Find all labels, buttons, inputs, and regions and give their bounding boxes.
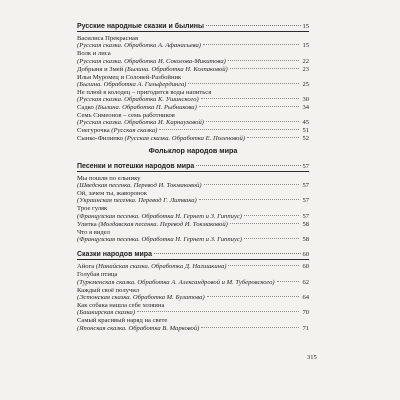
leader-dots — [196, 165, 300, 166]
section-world-tales — [77, 245, 309, 332]
entry-page: 15 — [302, 42, 309, 50]
entry-title: Садко — [77, 104, 94, 112]
section-rule — [77, 259, 309, 260]
entry-subtitle: (Русская сказка. Обработка И. Соколова-Микитова) — [77, 57, 226, 65]
leader-dots — [201, 98, 299, 99]
entry-title: Каждый своё получил — [77, 286, 140, 294]
section-heading-text: Сказки народов мира — [77, 251, 152, 259]
toc-entry — [77, 35, 309, 50]
entry-title: Семь Симеонов – семь работников — [77, 112, 175, 120]
entry-page: 70 — [302, 309, 309, 317]
leader-dots — [244, 238, 299, 239]
entry-page: 57 — [302, 182, 309, 190]
toc-entry — [77, 127, 309, 134]
leader-dots — [207, 296, 299, 297]
entry-page: 25 — [302, 80, 309, 88]
section-page: 57 — [302, 162, 309, 170]
leader-dots — [247, 137, 299, 138]
entry-page: 58 — [302, 235, 309, 243]
leader-dots — [228, 265, 299, 266]
entry-title: Снегурочка — [77, 127, 110, 135]
entry-title: Айога — [77, 263, 95, 271]
leader-dots — [244, 215, 299, 216]
toc-entry — [77, 89, 309, 104]
entry-subtitle: (Башкирская сказка) — [77, 309, 136, 317]
entry-title: Добрыня и Змей — [77, 65, 124, 73]
entry-subtitle: (Туркменская сказка. Обработка А. Александровой и М. Туберовского) — [77, 278, 275, 286]
entry-subtitle: (Украинская песенка. Перевод Г. Литвака) — [77, 197, 197, 205]
entry-page: 62 — [302, 278, 309, 286]
entry-title: Илья Муромец и Соловей-Разбойник — [77, 73, 182, 81]
toc-entry — [77, 190, 309, 205]
entry-title: Трое гуляк — [77, 205, 108, 213]
toc-entry — [77, 302, 309, 317]
page-number: 315 — [307, 354, 317, 361]
entry-title: Сынко-Филипко — [77, 135, 123, 143]
leader-dots — [188, 83, 299, 84]
entry-title: Что я видел — [77, 228, 110, 236]
entry-title: Волк и лиса — [77, 50, 111, 58]
leader-dots — [228, 60, 299, 61]
entry-title: Мы пошли по ельнику — [77, 174, 141, 182]
toc-entry — [77, 50, 309, 65]
entry-page: 52 — [302, 135, 309, 143]
entry-page: 57 — [302, 197, 309, 205]
toc-entry — [77, 229, 309, 244]
entry-page: 51 — [302, 127, 309, 135]
toc-entry — [77, 287, 309, 302]
leader-dots — [206, 25, 301, 26]
folklore-heading: Фольклор народов мира — [148, 145, 238, 155]
toc-entry — [77, 175, 309, 190]
entry-page: 22 — [302, 57, 309, 65]
leader-dots — [154, 253, 301, 254]
entry-subtitle: (Русская сказка) — [111, 127, 158, 135]
section-russian-tales — [77, 17, 309, 143]
toc-entry — [77, 112, 309, 127]
entry-page: 58 — [302, 220, 309, 228]
leader-dots — [159, 129, 299, 130]
entry-subtitle: (Шведская песенка. Перевод И. Токмаковой) — [77, 182, 202, 190]
entry-subtitle: (Японская сказка. Обработка В. Марковой) — [77, 324, 200, 332]
leader-dots — [206, 121, 299, 122]
entry-subtitle: (Русская сказка. Обработка Е. Поленовой) — [124, 135, 245, 143]
entry-page: 64 — [302, 293, 309, 301]
entry-title: Голубая птица — [77, 271, 118, 279]
entry-page: 34 — [302, 104, 309, 112]
leader-dots — [230, 223, 299, 224]
leader-dots — [203, 44, 299, 45]
toc-entry — [77, 104, 309, 111]
entry-subtitle: (Былина. Обработка П. Рыбникова) — [95, 104, 197, 112]
section-page: 60 — [302, 251, 309, 259]
entry-subtitle: (Французская песенка. Обработка Н. Гернет и З. Гиппиус) — [77, 212, 242, 220]
entry-subtitle: (Былина. Обработка Н. Колпаковой) — [124, 65, 228, 73]
section-heading — [77, 22, 309, 31]
toc-entry — [77, 271, 309, 286]
entry-subtitle: (Былина. Обработка А. Гильфердинга) — [77, 80, 187, 88]
table-of-contents — [77, 17, 309, 334]
entry-page: 57 — [302, 212, 309, 220]
entry-subtitle: (Нанайская сказка. Обработка Д. Нагишкина) — [95, 263, 227, 271]
toc-entry — [77, 263, 309, 270]
entry-page: 60 — [302, 263, 309, 271]
toc-entry — [77, 205, 309, 220]
entry-subtitle: (Русская сказка. Обработка А. Афанасьева) — [77, 42, 201, 50]
entry-title: Как собака нашла себе хозяина — [77, 301, 165, 309]
leader-dots — [199, 106, 299, 107]
entry-title: Не плюй в колодец – пригодится воды напиться — [77, 88, 212, 96]
toc-entry — [77, 135, 309, 142]
leader-dots — [201, 327, 299, 328]
entry-title: Василиса Прекрасная — [77, 35, 139, 42]
toc-entry — [77, 317, 309, 332]
leader-dots — [230, 68, 299, 69]
entry-page: 23 — [302, 65, 309, 73]
section-songs — [77, 157, 309, 244]
entry-title: Ой, зачем ты, жаворонок — [77, 190, 147, 197]
section-rule — [77, 31, 309, 32]
entry-subtitle: (Русская сказка. Обработка К. Ушинского) — [77, 96, 199, 104]
toc-entry — [77, 74, 309, 89]
section-heading-text: Песенки и потешки народов мира — [77, 162, 195, 170]
entry-subtitle: (Эстонская сказка. Обработка М. Булатова) — [77, 293, 205, 301]
section-page: 15 — [302, 23, 309, 30]
entry-page: 71 — [302, 324, 309, 332]
section-heading — [77, 162, 309, 171]
leader-dots — [204, 184, 299, 185]
entry-subtitle: (Молдавская песенка. Перевод И. Токмаковой) — [98, 220, 228, 228]
toc-entry — [77, 66, 309, 73]
section-heading-text: Русские народные сказки и былины — [77, 23, 204, 30]
section-heading — [77, 250, 309, 259]
leader-dots — [277, 281, 299, 282]
toc-entry — [77, 221, 309, 228]
entry-title: Улитка — [77, 220, 97, 228]
leader-dots — [199, 199, 299, 200]
entry-subtitle: (Русская сказка. Обработка И. Карнауховой) — [77, 119, 204, 127]
section-rule — [77, 171, 309, 172]
leader-dots — [137, 311, 299, 312]
entry-page: 45 — [302, 119, 309, 127]
entry-subtitle: (Французская песенка. Обработка Н. Гернет и З. Гиппиус) — [77, 235, 242, 243]
entry-page: 30 — [302, 96, 309, 104]
entry-title: Самый красивый наряд на свете — [77, 317, 168, 325]
